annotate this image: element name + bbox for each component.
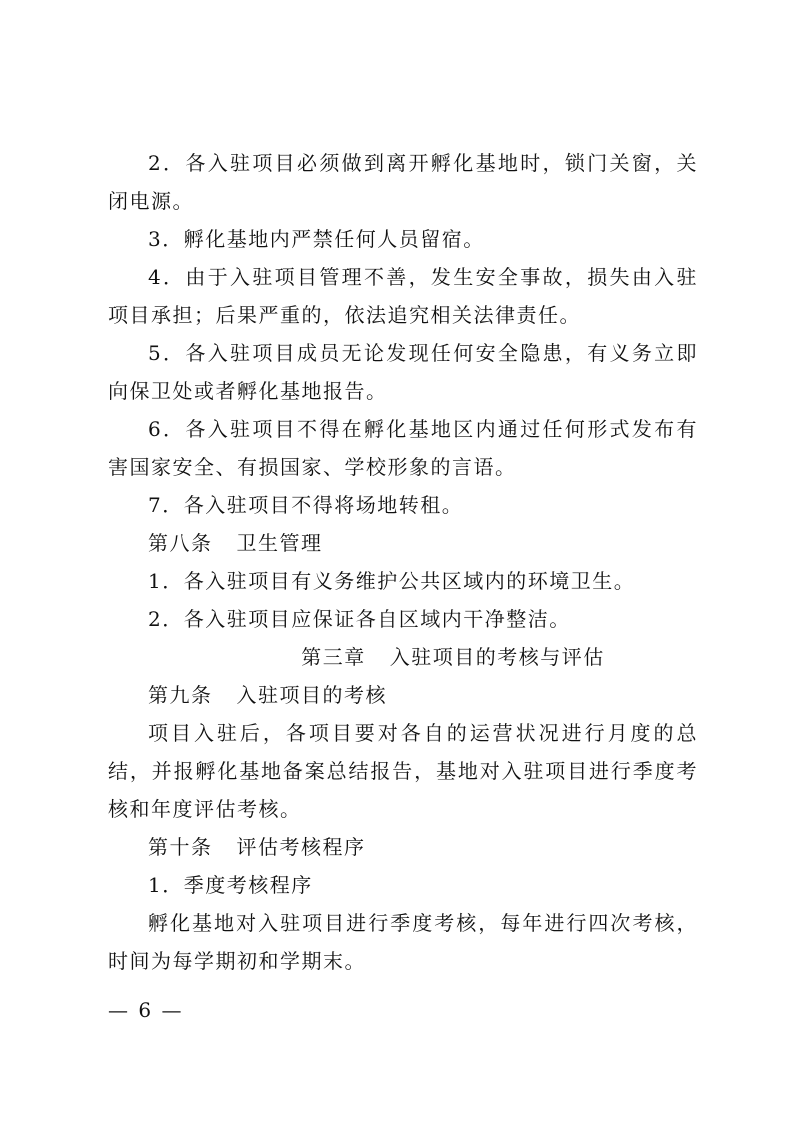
body-paragraph: 1．各入驻项目有义务维护公共区域内的环境卫生。 bbox=[148, 569, 636, 593]
article-title: 卫生管理 bbox=[236, 531, 323, 555]
chapter-heading bbox=[108, 638, 698, 676]
document-body bbox=[108, 144, 698, 980]
article-title: 评估考核程序 bbox=[236, 835, 366, 859]
body-paragraph: 5．各入驻项目成员无论发现任何安全隐患，有义务立即向保卫处或者孵化基地报告。 bbox=[108, 341, 698, 403]
body-paragraph: 2．各入驻项目应保证各自区域内干净整洁。 bbox=[148, 607, 571, 631]
article-title: 入驻项目的考核 bbox=[236, 683, 387, 707]
body-paragraph: 6．各入驻项目不得在孵化基地区内通过任何形式发布有害国家安全、有损国家、学校形象的言语。 bbox=[108, 417, 698, 479]
article-number: 第九条 bbox=[148, 683, 213, 707]
article-heading bbox=[108, 828, 698, 866]
body-paragraph: 7．各入驻项目不得将场地转租。 bbox=[148, 493, 464, 517]
article-number: 第八条 bbox=[148, 531, 213, 555]
article-number: 第十条 bbox=[148, 835, 213, 859]
body-paragraph: 2．各入驻项目必须做到离开孵化基地时，锁门关窗，关闭电源。 bbox=[108, 151, 698, 213]
body-paragraph: 孵化基地对入驻项目进行季度考核，每年进行四次考核，时间为每学期初和学期末。 bbox=[108, 911, 698, 973]
body-paragraph: 1．季度考核程序 bbox=[148, 873, 313, 897]
body-paragraph: 项目入驻后，各项目要对各自的运营状况进行月度的总结，并报孵化基地备案总结报告，基地对入驻项目进行季度考核和年度评估考核。 bbox=[108, 721, 698, 821]
chapter-number: 第三章 bbox=[301, 645, 366, 669]
page-number: — 6 — bbox=[108, 998, 184, 1022]
body-paragraph: 3．孵化基地内严禁任何人员留宿。 bbox=[148, 227, 485, 251]
article-heading bbox=[108, 676, 698, 714]
body-paragraph: 4．由于入驻项目管理不善，发生安全事故，损失由入驻项目承担；后果严重的，依法追究相关法律责任。 bbox=[108, 265, 698, 327]
chapter-title: 入驻项目的考核与评估 bbox=[389, 645, 605, 669]
article-heading bbox=[108, 524, 698, 562]
